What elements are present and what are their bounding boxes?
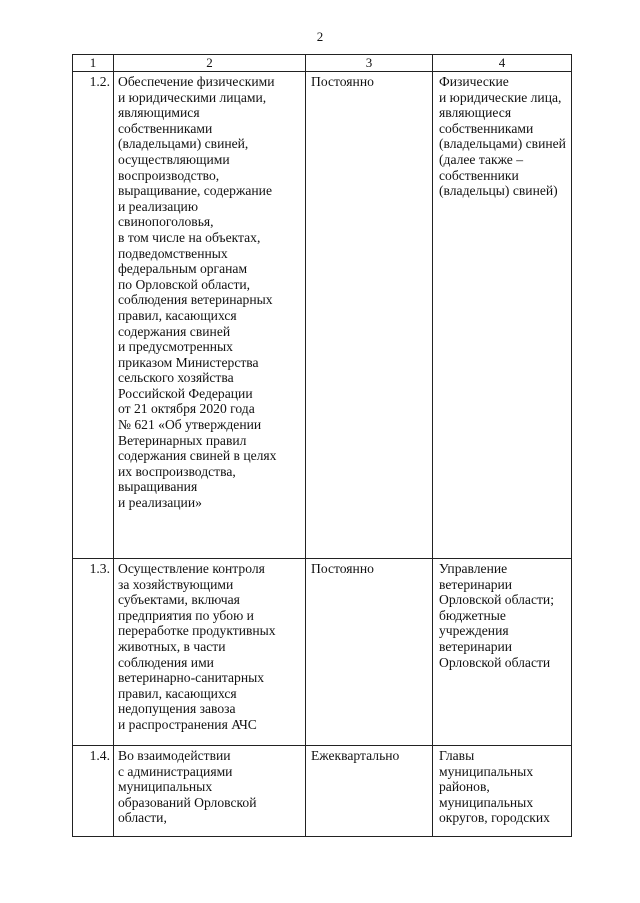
item-period: Постоянно [306,559,433,746]
responsible-line: являющиеся [439,105,512,121]
description-line: недопущения завоза [118,701,236,717]
header-cell-2: 2 [114,55,306,72]
description-line: являющимися [118,105,200,121]
table-row [73,72,572,559]
description-line: образований Орловской [118,794,257,810]
plan-table [72,54,572,837]
responsible-line: Главы [439,748,475,763]
description-line: субъектами, включая [118,592,240,608]
description-line: свинопоголовья, [118,214,214,230]
responsible-line: учреждения [439,623,509,639]
description-line: выращивания [118,479,198,495]
description-line: и распространения АЧС [118,716,257,732]
description-line: по Орловской области, [118,276,251,292]
description-line: и реализации» [118,495,202,511]
description-line: соблюдения ими [118,654,214,670]
description-line: за хозяйствующими [118,576,234,592]
description-line: содержания свиней [118,323,231,339]
description-line: содержания свиней в целях [118,448,277,464]
description-line: и реализацию [118,198,198,214]
responsible-line: муниципальных [439,794,534,810]
page-number: 2 [316,29,324,44]
responsible-line: собственники [439,167,519,183]
description-line: и юридическими лицами, [118,89,267,105]
description-line: осуществляющими [118,151,230,167]
item-responsible [433,559,572,746]
item-number: 1.3. [73,559,114,746]
item-responsible [433,72,572,559]
description-line: ветеринарно-санитарных [118,670,265,686]
description-line: их воспроизводства, [118,463,236,479]
header-cell-1: 1 [73,55,114,72]
description-line: Российской Федерации [118,385,253,401]
table-row [73,746,572,837]
responsible-line: районов, [439,779,490,795]
item-number: 1.4. [73,746,114,837]
description-line: приказом Министерства [118,354,259,370]
responsible-line: (владельцами) свиней [439,136,566,152]
description-line: от 21 октября 2020 года [118,401,255,417]
description-line: предприятия по убою и [118,607,254,623]
responsible-line: и юридические лица, [439,89,562,105]
description-line: с администрациями [118,763,233,779]
responsible-line: Управление [439,561,508,576]
item-responsible [433,746,572,837]
description-line: Осуществление контроля [118,561,265,576]
item-description [114,746,306,837]
description-line: и предусмотренных [118,339,233,355]
description-line: в том числе на объектах, [118,229,261,245]
header-cell-3: 3 [306,55,433,72]
responsible-line: Орловской области; [439,592,554,608]
responsible-line: (далее также – [439,151,524,167]
description-line: выращивание, содержание [118,183,272,199]
table-header-row [73,55,572,72]
description-line: области, [118,810,167,826]
responsible-line: бюджетные [439,607,506,623]
responsible-line: (владельцы) свиней) [439,183,558,199]
description-line: правил, касающихся [118,307,237,323]
description-line: Обеспечение физическими [118,74,275,89]
header-cell-4: 4 [433,55,572,72]
description-line: правил, касающихся [118,685,237,701]
description-line: Во взаимодействии [118,748,231,763]
description-line: соблюдения ветеринарных [118,292,273,308]
item-description [114,72,306,559]
table-row [73,559,572,746]
description-line: собственниками [118,120,213,136]
description-line: Ветеринарных правил [118,432,247,448]
item-number: 1.2. [73,72,114,559]
description-line: сельского хозяйства [118,370,234,386]
description-line: животных, в части [118,638,226,654]
responsible-line: Физические [439,74,509,89]
description-line: воспроизводство, [118,167,220,183]
item-period: Постоянно [306,72,433,559]
responsible-line: собственниками [439,120,534,136]
responsible-line: муниципальных [439,763,534,779]
item-description [114,559,306,746]
description-line: подведомственных [118,245,228,261]
item-period: Ежеквартально [306,746,433,837]
description-line: № 621 «Об утверждении [118,417,262,433]
responsible-line: ветеринарии [439,638,513,654]
description-line: переработке продуктивных [118,623,276,639]
description-line: муниципальных [118,779,213,795]
description-line: федеральным органам [118,261,248,277]
description-line: (владельцами) свиней, [118,136,249,152]
responsible-line: округов, городских [439,810,550,826]
responsible-line: Орловской области [439,654,551,670]
responsible-line: ветеринарии [439,576,513,592]
